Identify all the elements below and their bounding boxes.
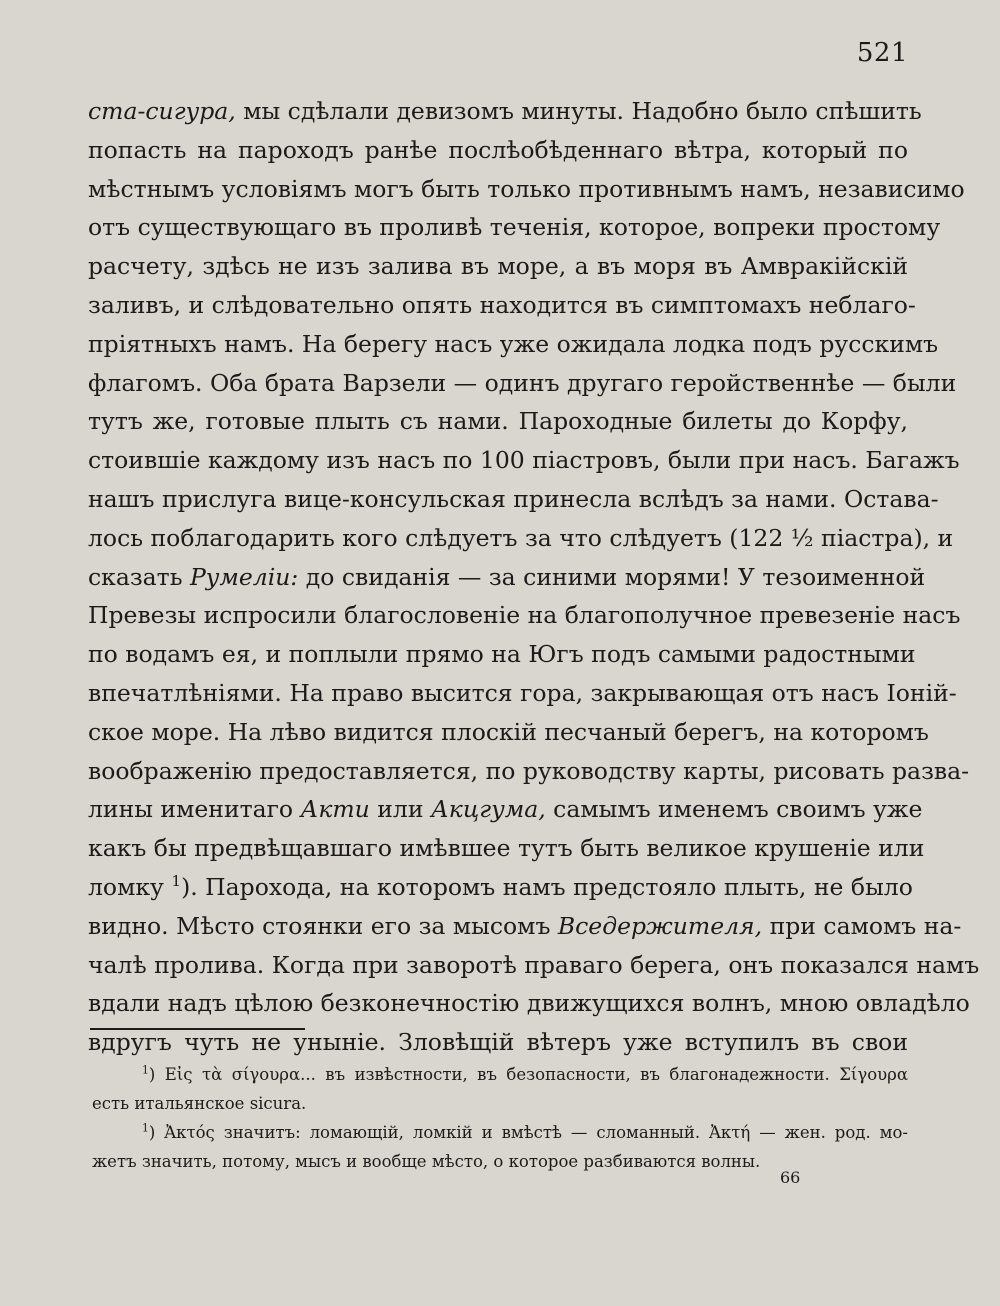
printer-signature: 66 <box>780 1168 801 1187</box>
text-line <box>88 868 913 907</box>
text-run: воображенію предоставляется, по руководству карты, рисовать разва- <box>88 756 970 785</box>
text-run: вдругъ чуть не уныніе. Зловѣщій вѣтеръ уже вступилъ въ свои <box>88 1028 908 1057</box>
text-run: ское море. На лѣво видится плоскій песчаный берегъ, на которомъ <box>88 717 929 746</box>
text-run: флагомъ. Оба брата Варзели — одинъ другаго геройственнѣе — были <box>88 368 957 397</box>
text-line <box>88 829 925 868</box>
italic-term: Румеліи: <box>189 562 299 591</box>
text-line <box>88 131 908 170</box>
text-line <box>88 519 954 558</box>
footnote-marker: 1 <box>142 1121 149 1135</box>
italic-term: Акцгума, <box>431 795 546 824</box>
text-line <box>88 946 980 985</box>
text-run: вдали надъ цѣлою безконечностію движущихся волнъ, мною овладѣло <box>88 989 970 1018</box>
text-run: попасть на пароходъ ранѣе послѣобѣденнаго вѣтра, который по <box>88 135 908 164</box>
text-run: какъ бы предвѣщавшаго имѣвшее тутъ быть великое крушеніе или <box>88 834 925 863</box>
text-line <box>88 984 970 1023</box>
text-run: по водамъ ея, и поплыли прямо на Югъ подъ самыми радостными <box>88 640 916 669</box>
footnote-separator <box>90 1028 305 1030</box>
text-line <box>88 480 939 519</box>
footnote-text: ) Εἰς τὰ σίγουρα... въ извѣстности, въ безопасности, въ благонадежности. Σίγουρα <box>148 1065 908 1084</box>
text-line <box>88 635 916 674</box>
italic-term: ста-сигура, <box>88 97 236 125</box>
text-run: Превезы испросили благословеніе на благополучное превезеніе насъ <box>88 601 961 630</box>
text-run: отъ существующаго въ проливѣ теченія, которое, вопреки простому <box>88 213 941 242</box>
footnote-text: ) Ἀκτός значитъ: ломающій, ломкій и вмѣстѣ — сломанный. Ἀκτή — жен. род. мо- <box>148 1123 908 1142</box>
text-run: при самомъ на- <box>762 911 962 940</box>
text-line <box>88 286 916 325</box>
footnote-ref: 1 <box>171 872 182 891</box>
text-run: мѣстнымъ условіямъ могъ быть только противнымъ намъ, независимо <box>88 174 965 203</box>
text-line <box>88 247 908 286</box>
text-run: сказать <box>88 562 190 591</box>
text-run: ломку <box>88 872 172 901</box>
footnote-line: есть итальянское sicura. <box>92 1094 307 1113</box>
text-line <box>88 325 939 364</box>
text-line <box>88 752 970 791</box>
text-run: тутъ же, готовые плыть съ нами. Пароходные билеты до Корфу, <box>88 407 908 436</box>
text-line <box>88 170 965 209</box>
italic-term: Акти <box>300 795 370 824</box>
text-line <box>88 596 961 635</box>
text-line <box>88 907 962 946</box>
text-run: чалѣ пролива. Когда при заворотѣ праваго берега, онъ показался намъ <box>88 950 980 979</box>
text-run: видно. Мѣсто стоянки его за мысомъ <box>88 911 558 940</box>
text-line <box>88 208 941 247</box>
text-line <box>88 402 908 441</box>
text-line <box>88 441 960 480</box>
text-run: самымъ именемъ своимъ уже <box>545 795 923 824</box>
footnote-line: жетъ значить, потому, мысъ и вообще мѣсто, о которое разбиваются волны. <box>92 1152 761 1171</box>
footnote-line <box>92 1060 908 1089</box>
text-run: лины именитаго <box>88 795 301 824</box>
text-run: впечатлѣніями. На право высится гора, закрывающая отъ насъ Іоній- <box>88 678 957 707</box>
footnote-line <box>92 1118 908 1147</box>
text-run: мы сдѣлали девизомъ минуты. Надобно было спѣшить <box>235 97 922 125</box>
text-run: пріятныхъ намъ. На берегу насъ уже ожидала лодка подъ русскимъ <box>88 329 939 358</box>
text-run: расчету, здѣсь не изъ залива въ море, а въ моря въ Амвракійскій <box>88 252 908 281</box>
body-text <box>88 92 980 1062</box>
text-run: нашъ прислуга вице-консульская принесла вслѣдъ за нами. Остава- <box>88 484 939 513</box>
text-run: стоившіе каждому изъ насъ по 100 піастровъ, были при насъ. Багажъ <box>88 446 960 475</box>
text-run: ). Парохода, на которомъ намъ предстояло плыть, не было <box>181 872 913 901</box>
footnote-marker: 1 <box>142 1063 149 1077</box>
footnotes <box>92 1060 908 1176</box>
text-run: заливъ, и слѣдовательно опять находится въ симптомахъ неблаго- <box>88 290 916 319</box>
italic-term: Вседержителя, <box>557 911 763 940</box>
text-line <box>88 713 929 752</box>
page-number: 521 <box>856 38 908 68</box>
text-line <box>88 364 957 403</box>
text-line <box>88 790 923 829</box>
text-line <box>88 92 922 131</box>
text-run: лось поблагодарить кого слѣдуетъ за что слѣдуетъ (122 ½ піастра), и <box>88 523 954 552</box>
text-run: до свиданія — за синими морями! У тезоименной <box>298 562 926 591</box>
text-run: или <box>369 795 431 824</box>
text-line <box>88 674 957 713</box>
text-line <box>88 558 926 597</box>
